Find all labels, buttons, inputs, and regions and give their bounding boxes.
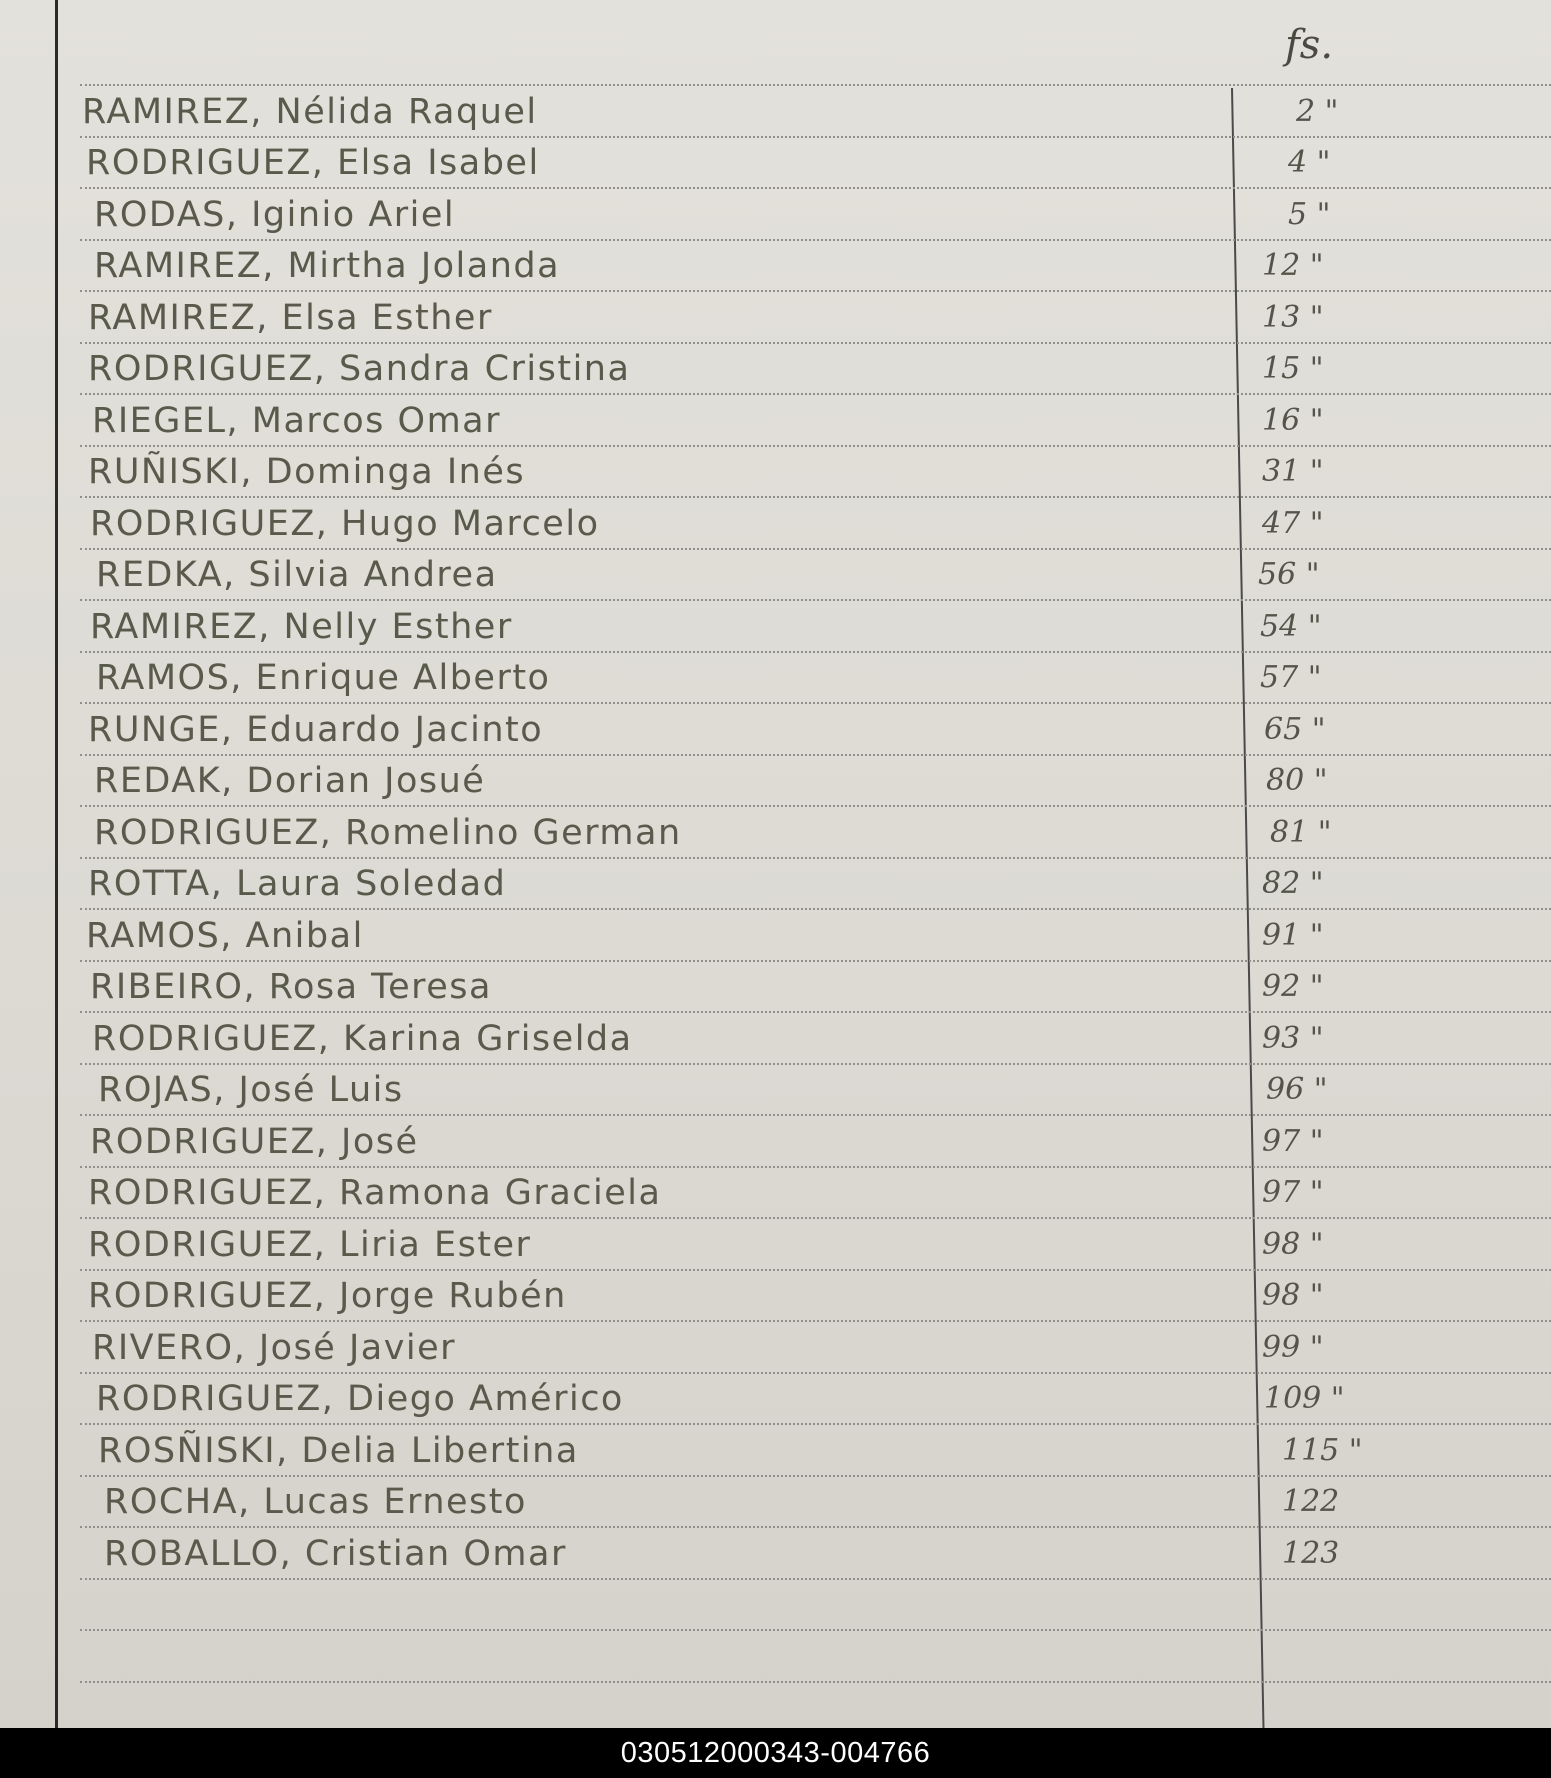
list-item-fs: 92 ": [1262, 969, 1324, 1004]
ruled-line: [80, 1114, 1551, 1116]
ruled-line: [80, 1011, 1551, 1013]
footer-bar: [0, 1728, 1551, 1778]
list-item-name: RIEGEL, Marcos Omar: [92, 400, 502, 441]
list-item-name: ROSÑISKI, Delia Libertina: [98, 1430, 579, 1471]
list-item-fs: 123: [1282, 1535, 1340, 1571]
ruled-line: [80, 754, 1551, 756]
list-item-name: RODRIGUEZ, Liria Ester: [88, 1224, 532, 1265]
list-item-fs: 115 ": [1282, 1432, 1363, 1468]
list-item-fs: 65 ": [1264, 711, 1326, 747]
fs-column-header: fs.: [1285, 22, 1334, 68]
ruled-line: [80, 1217, 1551, 1219]
ruled-line: [80, 290, 1551, 292]
list-item-name: ROBALLO, Cristian Omar: [104, 1533, 567, 1574]
list-item-name: RAMIREZ, Mirtha Jolanda: [94, 246, 561, 286]
list-item-name: RAMOS, Anibal: [86, 915, 364, 956]
left-margin-rule: [55, 0, 58, 1728]
ruled-line: [80, 393, 1551, 395]
ruled-line: [80, 1526, 1551, 1528]
list-item-name: RAMIREZ, Nelly Esther: [90, 606, 513, 647]
ruled-line: [80, 651, 1551, 653]
list-item-fs: 13 ": [1262, 299, 1324, 335]
list-item-fs: 98 ": [1262, 1278, 1324, 1313]
document-code: 030512000343-004766: [620, 1736, 931, 1769]
ruled-line: [80, 84, 1551, 86]
list-item-fs: 5 ": [1288, 196, 1331, 232]
list-item-fs: 93 ": [1262, 1020, 1324, 1056]
ruled-line: [80, 599, 1551, 601]
list-item-fs: 4 ": [1288, 145, 1331, 180]
list-item-name: RODRIGUEZ, Hugo Marcelo: [90, 503, 600, 544]
ruled-line: [80, 496, 1551, 498]
list-item-name: RODAS, Iginio Ariel: [94, 194, 456, 235]
ruled-line: [80, 1423, 1551, 1425]
list-item-name: RIBEIRO, Rosa Teresa: [90, 967, 492, 1007]
list-item-name: ROCHA, Lucas Ernesto: [104, 1482, 527, 1522]
list-item-fs: 91 ": [1262, 917, 1324, 953]
list-item-fs: 97 ": [1262, 1123, 1324, 1159]
ruled-line: [80, 1681, 1551, 1683]
list-item-fs: 15 ": [1262, 351, 1324, 386]
list-item-name: REDAK, Dorian Josué: [94, 761, 486, 801]
list-item-name: RODRIGUEZ, Karina Griselda: [92, 1018, 633, 1059]
list-item-fs: 98 ": [1262, 1226, 1324, 1262]
list-item-fs: 54 ": [1260, 608, 1322, 644]
ruled-line: [80, 445, 1551, 447]
ruled-line: [80, 1629, 1551, 1631]
list-item-name: RODRIGUEZ, José: [90, 1121, 419, 1162]
ruled-line: [80, 136, 1551, 138]
ruled-line: [80, 1166, 1551, 1168]
ruled-line: [80, 1475, 1551, 1477]
list-item-fs: 97 ": [1262, 1175, 1324, 1210]
list-item-fs: 81 ": [1270, 814, 1332, 850]
list-item-name: RODRIGUEZ, Ramona Graciela: [88, 1173, 662, 1213]
ruled-line: [80, 960, 1551, 962]
list-item-fs: 57 ": [1260, 660, 1322, 695]
list-item-fs: 109 ": [1264, 1381, 1345, 1416]
list-item-fs: 2 ": [1296, 93, 1339, 129]
ruled-line: [80, 1578, 1551, 1580]
ruled-line: [80, 1372, 1551, 1374]
list-item-fs: 80 ": [1266, 763, 1328, 798]
list-item-name: RUNGE, Eduardo Jacinto: [88, 709, 544, 750]
ruled-line: [80, 548, 1551, 550]
list-item-fs: 99 ": [1262, 1329, 1324, 1365]
ruled-line: [80, 1320, 1551, 1322]
ruled-line: [80, 857, 1551, 859]
ruled-line: [80, 1063, 1551, 1065]
list-item-name: RAMOS, Enrique Alberto: [96, 658, 551, 698]
ruled-line: [80, 908, 1551, 910]
list-item-fs: 82 ": [1262, 866, 1324, 901]
list-item-fs: 96 ": [1266, 1072, 1328, 1107]
list-item-name: RODRIGUEZ, Romelino German: [94, 812, 682, 853]
list-item-name: ROJAS, José Luis: [98, 1070, 404, 1110]
list-item-fs: 122: [1282, 1484, 1340, 1519]
list-item-name: RAMIREZ, Elsa Esther: [88, 297, 493, 338]
ruled-line: [80, 187, 1551, 189]
list-item-fs: 56 ": [1258, 557, 1320, 592]
list-item-fs: 12 ": [1262, 248, 1324, 283]
list-item-name: RODRIGUEZ, Diego Américo: [96, 1379, 624, 1419]
ruled-line: [80, 702, 1551, 704]
list-item-name: RIVERO, José Javier: [92, 1327, 457, 1368]
list-item-fs: 16 ": [1262, 402, 1324, 438]
ruled-line: [80, 239, 1551, 241]
list-item-name: REDKA, Silvia Andrea: [96, 555, 498, 595]
list-item-name: RODRIGUEZ, Elsa Isabel: [86, 143, 540, 183]
list-item-name: RODRIGUEZ, Sandra Cristina: [88, 349, 631, 389]
list-item-name: ROTTA, Laura Soledad: [88, 864, 507, 904]
list-item-name: RODRIGUEZ, Jorge Rubén: [88, 1276, 567, 1316]
ruled-line: [80, 1269, 1551, 1271]
list-item-name: RAMIREZ, Nélida Raquel: [82, 91, 538, 132]
list-item-name: RUÑISKI, Dominga Inés: [88, 452, 526, 492]
ruled-line: [80, 342, 1551, 344]
ruled-line: [80, 805, 1551, 807]
list-item-fs: 31 ": [1262, 454, 1324, 489]
list-item-fs: 47 ": [1262, 505, 1324, 541]
